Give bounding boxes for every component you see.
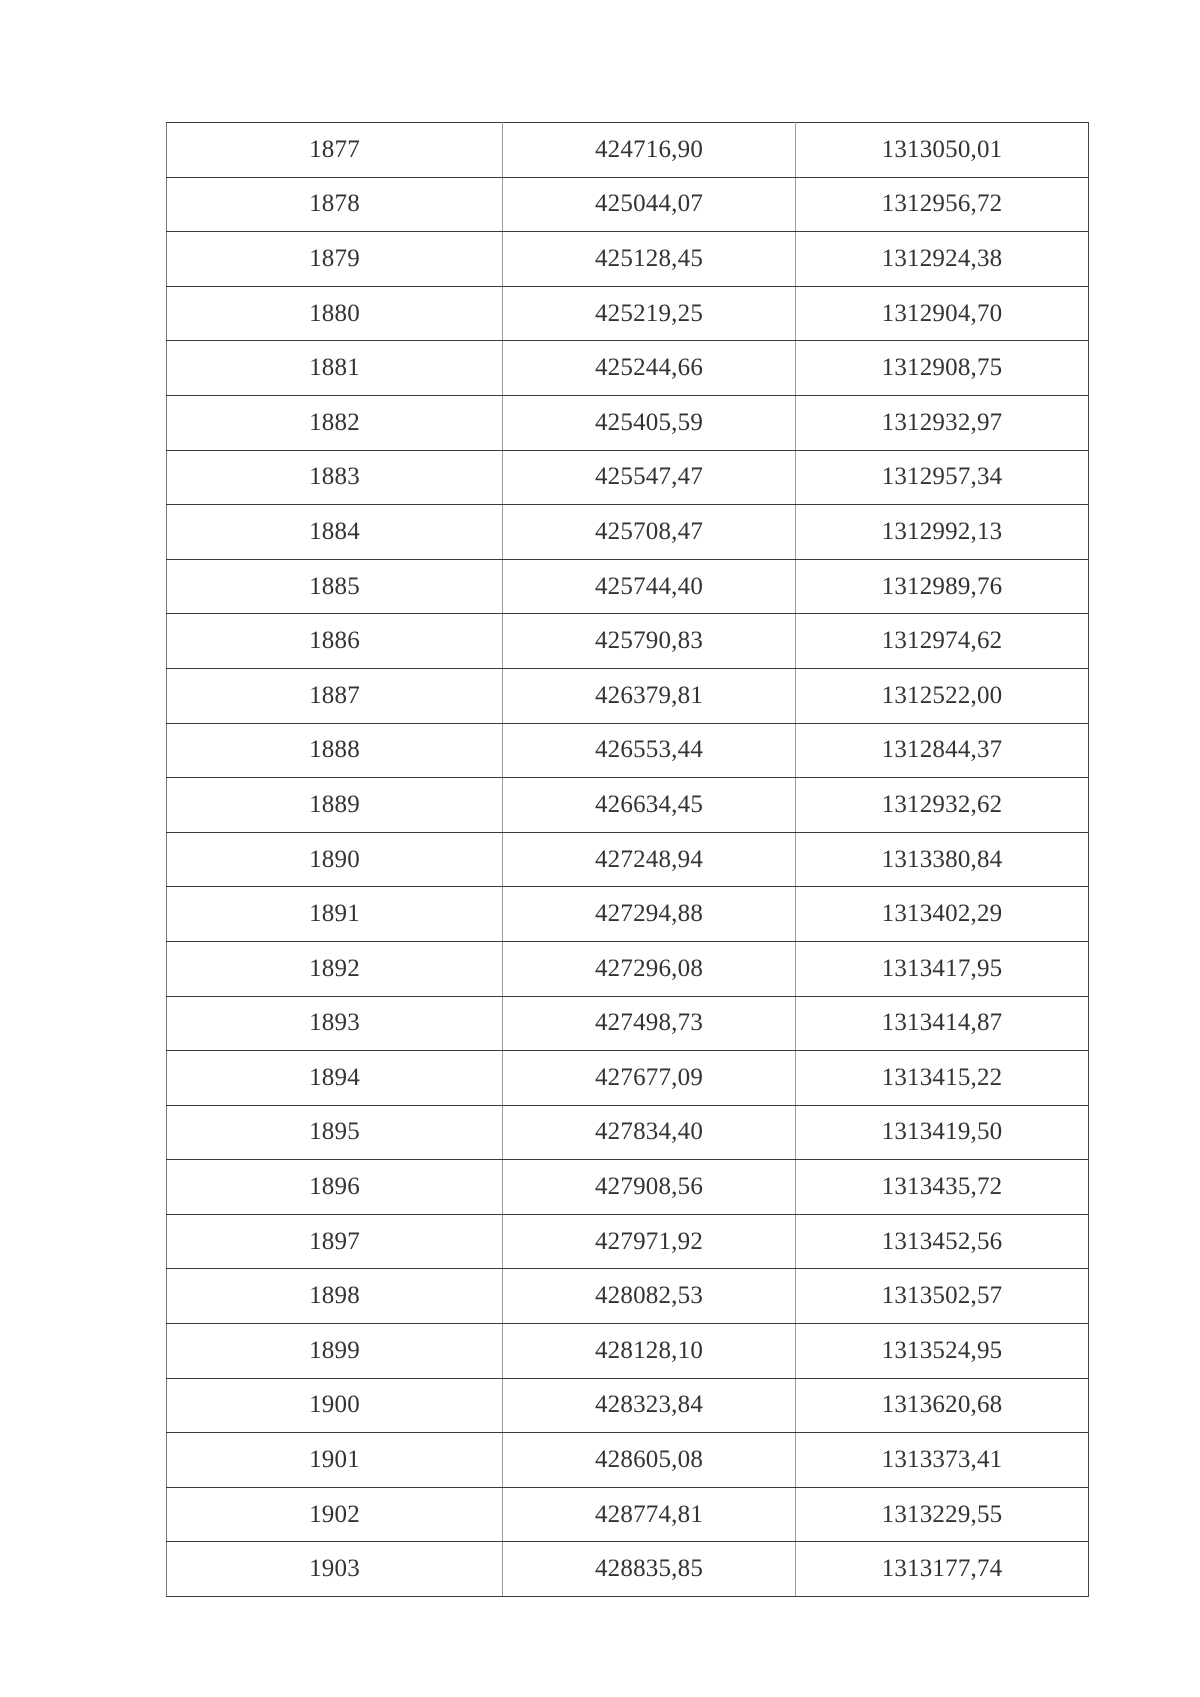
x-coordinate-cell: 427248,94 bbox=[503, 832, 796, 887]
table-row bbox=[167, 614, 1089, 669]
x-coordinate-cell: 425128,45 bbox=[503, 232, 796, 287]
y-coordinate-cell: 1313419,50 bbox=[796, 1105, 1089, 1160]
point-number-cell: 1898 bbox=[167, 1269, 503, 1324]
table-row bbox=[167, 668, 1089, 723]
y-coordinate-cell: 1312924,38 bbox=[796, 232, 1089, 287]
x-coordinate-cell: 425405,59 bbox=[503, 395, 796, 450]
table-row bbox=[167, 232, 1089, 287]
y-coordinate-cell: 1312974,62 bbox=[796, 614, 1089, 669]
y-coordinate-cell: 1313524,95 bbox=[796, 1324, 1089, 1379]
coordinates-table bbox=[166, 122, 1089, 1597]
point-number-cell: 1882 bbox=[167, 395, 503, 450]
x-coordinate-cell: 425044,07 bbox=[503, 177, 796, 232]
y-coordinate-cell: 1312992,13 bbox=[796, 505, 1089, 560]
y-coordinate-cell: 1313435,72 bbox=[796, 1160, 1089, 1215]
x-coordinate-cell: 426634,45 bbox=[503, 778, 796, 833]
table-row bbox=[167, 1051, 1089, 1106]
x-coordinate-cell: 427498,73 bbox=[503, 996, 796, 1051]
point-number-cell: 1879 bbox=[167, 232, 503, 287]
x-coordinate-cell: 428128,10 bbox=[503, 1324, 796, 1379]
x-coordinate-cell: 425708,47 bbox=[503, 505, 796, 560]
table-row bbox=[167, 1378, 1089, 1433]
table-row bbox=[167, 778, 1089, 833]
x-coordinate-cell: 427908,56 bbox=[503, 1160, 796, 1215]
y-coordinate-cell: 1313177,74 bbox=[796, 1542, 1089, 1597]
y-coordinate-cell: 1312957,34 bbox=[796, 450, 1089, 505]
y-coordinate-cell: 1313050,01 bbox=[796, 123, 1089, 178]
table-row bbox=[167, 887, 1089, 942]
point-number-cell: 1888 bbox=[167, 723, 503, 778]
point-number-cell: 1902 bbox=[167, 1487, 503, 1542]
point-number-cell: 1903 bbox=[167, 1542, 503, 1597]
y-coordinate-cell: 1312844,37 bbox=[796, 723, 1089, 778]
y-coordinate-cell: 1313414,87 bbox=[796, 996, 1089, 1051]
table-row bbox=[167, 723, 1089, 778]
table-row bbox=[167, 1487, 1089, 1542]
point-number-cell: 1881 bbox=[167, 341, 503, 396]
y-coordinate-cell: 1313502,57 bbox=[796, 1269, 1089, 1324]
table-row bbox=[167, 505, 1089, 560]
point-number-cell: 1886 bbox=[167, 614, 503, 669]
point-number-cell: 1892 bbox=[167, 941, 503, 996]
x-coordinate-cell: 428082,53 bbox=[503, 1269, 796, 1324]
table-row bbox=[167, 1542, 1089, 1597]
y-coordinate-cell: 1313452,56 bbox=[796, 1214, 1089, 1269]
table-row bbox=[167, 395, 1089, 450]
x-coordinate-cell: 427294,88 bbox=[503, 887, 796, 942]
point-number-cell: 1877 bbox=[167, 123, 503, 178]
coordinates-table-body bbox=[167, 123, 1089, 1597]
y-coordinate-cell: 1312904,70 bbox=[796, 286, 1089, 341]
x-coordinate-cell: 428323,84 bbox=[503, 1378, 796, 1433]
point-number-cell: 1889 bbox=[167, 778, 503, 833]
y-coordinate-cell: 1312989,76 bbox=[796, 559, 1089, 614]
table-row bbox=[167, 123, 1089, 178]
point-number-cell: 1885 bbox=[167, 559, 503, 614]
y-coordinate-cell: 1313415,22 bbox=[796, 1051, 1089, 1106]
y-coordinate-cell: 1312908,75 bbox=[796, 341, 1089, 396]
table-row bbox=[167, 1324, 1089, 1379]
x-coordinate-cell: 427296,08 bbox=[503, 941, 796, 996]
y-coordinate-cell: 1312932,62 bbox=[796, 778, 1089, 833]
x-coordinate-cell: 427971,92 bbox=[503, 1214, 796, 1269]
table-row bbox=[167, 996, 1089, 1051]
table-row bbox=[167, 177, 1089, 232]
point-number-cell: 1897 bbox=[167, 1214, 503, 1269]
x-coordinate-cell: 428605,08 bbox=[503, 1433, 796, 1488]
table-row bbox=[167, 1269, 1089, 1324]
y-coordinate-cell: 1312956,72 bbox=[796, 177, 1089, 232]
point-number-cell: 1894 bbox=[167, 1051, 503, 1106]
point-number-cell: 1887 bbox=[167, 668, 503, 723]
table-row bbox=[167, 1105, 1089, 1160]
table-row bbox=[167, 286, 1089, 341]
point-number-cell: 1891 bbox=[167, 887, 503, 942]
x-coordinate-cell: 425744,40 bbox=[503, 559, 796, 614]
x-coordinate-cell: 426553,44 bbox=[503, 723, 796, 778]
point-number-cell: 1883 bbox=[167, 450, 503, 505]
x-coordinate-cell: 427677,09 bbox=[503, 1051, 796, 1106]
x-coordinate-cell: 425219,25 bbox=[503, 286, 796, 341]
x-coordinate-cell: 424716,90 bbox=[503, 123, 796, 178]
y-coordinate-cell: 1313620,68 bbox=[796, 1378, 1089, 1433]
point-number-cell: 1896 bbox=[167, 1160, 503, 1215]
x-coordinate-cell: 425244,66 bbox=[503, 341, 796, 396]
table-row bbox=[167, 1214, 1089, 1269]
point-number-cell: 1895 bbox=[167, 1105, 503, 1160]
y-coordinate-cell: 1313229,55 bbox=[796, 1487, 1089, 1542]
x-coordinate-cell: 427834,40 bbox=[503, 1105, 796, 1160]
table-row bbox=[167, 1433, 1089, 1488]
x-coordinate-cell: 425547,47 bbox=[503, 450, 796, 505]
x-coordinate-cell: 425790,83 bbox=[503, 614, 796, 669]
x-coordinate-cell: 428835,85 bbox=[503, 1542, 796, 1597]
point-number-cell: 1901 bbox=[167, 1433, 503, 1488]
table-row bbox=[167, 941, 1089, 996]
y-coordinate-cell: 1313380,84 bbox=[796, 832, 1089, 887]
y-coordinate-cell: 1313417,95 bbox=[796, 941, 1089, 996]
point-number-cell: 1880 bbox=[167, 286, 503, 341]
x-coordinate-cell: 426379,81 bbox=[503, 668, 796, 723]
table-row bbox=[167, 832, 1089, 887]
point-number-cell: 1893 bbox=[167, 996, 503, 1051]
table-row bbox=[167, 341, 1089, 396]
point-number-cell: 1878 bbox=[167, 177, 503, 232]
table-row bbox=[167, 450, 1089, 505]
y-coordinate-cell: 1313402,29 bbox=[796, 887, 1089, 942]
point-number-cell: 1884 bbox=[167, 505, 503, 560]
y-coordinate-cell: 1312932,97 bbox=[796, 395, 1089, 450]
point-number-cell: 1890 bbox=[167, 832, 503, 887]
y-coordinate-cell: 1312522,00 bbox=[796, 668, 1089, 723]
table-row bbox=[167, 1160, 1089, 1215]
table-row bbox=[167, 559, 1089, 614]
y-coordinate-cell: 1313373,41 bbox=[796, 1433, 1089, 1488]
point-number-cell: 1900 bbox=[167, 1378, 503, 1433]
x-coordinate-cell: 428774,81 bbox=[503, 1487, 796, 1542]
point-number-cell: 1899 bbox=[167, 1324, 503, 1379]
